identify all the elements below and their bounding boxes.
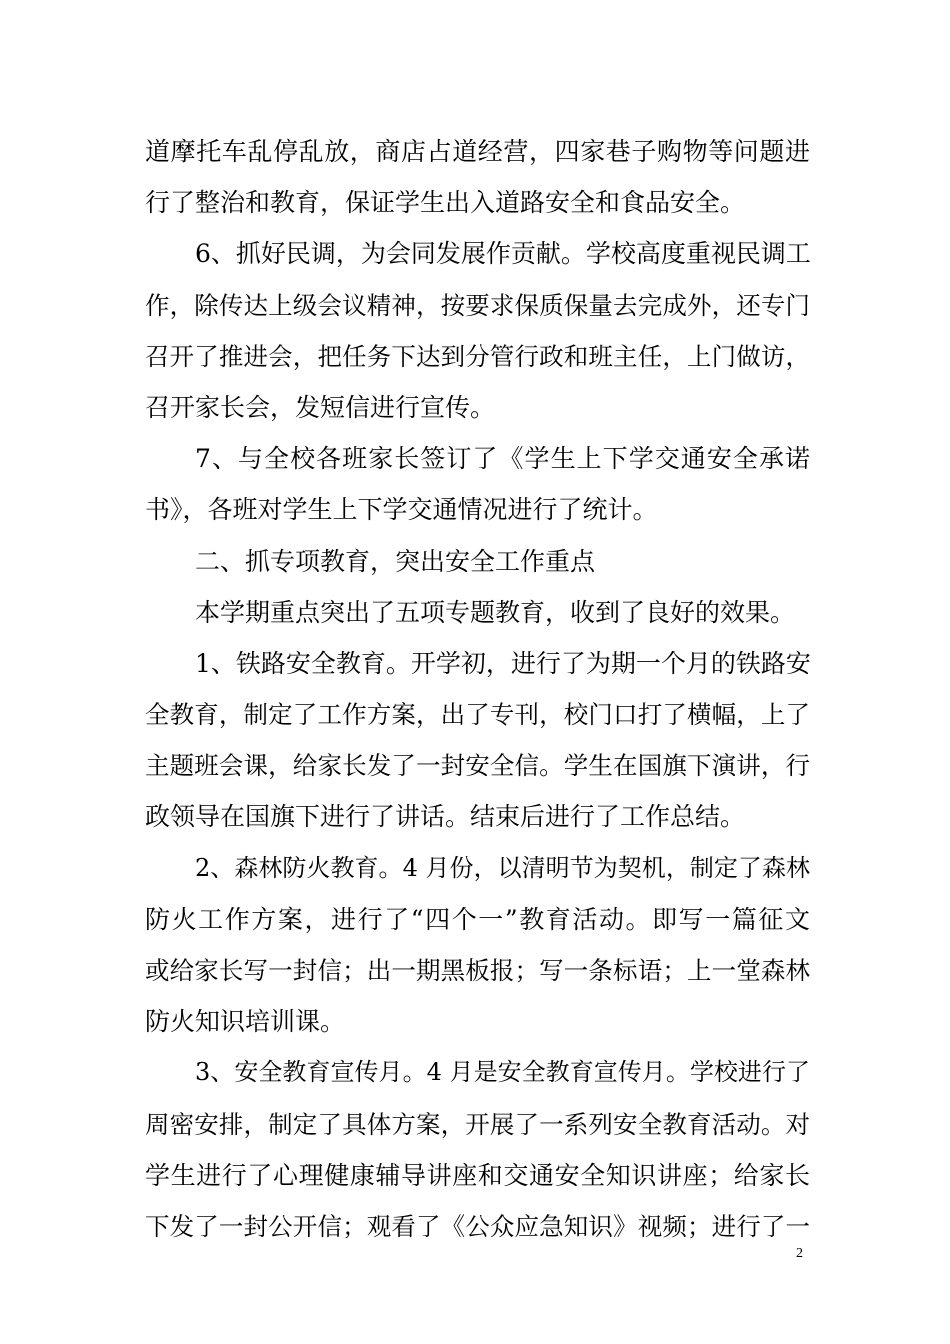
text-line: 学生进行了心理健康辅导讲座和交通安全知识讲座；给家长 [145,1160,810,1190]
text-line: 行了整治和教育，保证学生出入道路安全和食品安全。 [145,188,746,218]
text-line: 书》，各班对学生上下学交通情况进行了统计。 [145,495,658,525]
text-line: 2、森林防火教育。4 月份，以清明节为契机，制定了森林 [195,853,810,882]
text-line: 防火知识培训课。 [145,1007,346,1037]
text-line: 6、抓好民调，为会同发展作贡献。学校高度重视民调工 [195,239,811,269]
document-body [145,126,810,1252]
text-line: 本学期重点突出了五项专题教育，收到了良好的效果。 [195,597,796,627]
text-line: 周密安排，制定了具体方案，开展了一系列安全教育活动。对 [145,1109,810,1139]
text-line: 3、安全教育宣传月。4 月是安全教育宣传月。学校进行了 [195,1058,810,1087]
text-line: 召开家长会，发短信进行宣传。 [145,392,496,422]
text-line: 主题班会课，给家长发了一封安全信。学生在国旗下演讲，行 [145,751,810,781]
text-line: 作，除传达上级会议精神，按要求保质保量去完成外，还专门 [145,290,810,320]
page-number: 2 [796,1246,803,1261]
text-line: 二、抓专项教育，突出安全工作重点 [195,546,596,576]
text-line: 防火工作方案，进行了“四个一”教育活动。即写一篇征文 [145,904,810,934]
text-line: 召开了推进会，把任务下达到分管行政和班主任，上门做访， [145,341,810,371]
text-line: 7、与全校各班家长签订了《学生上下学交通安全承诺 [195,444,810,474]
text-line: 或给家长写一封信；出一期黑板报；写一条标语；上一堂森林 [145,956,810,985]
text-line: 1、铁路安全教育。开学初，进行了为期一个月的铁路安 [195,648,811,678]
text-line: 全教育，制定了工作方案，出了专刊，校门口打了横幅，上了 [145,700,810,730]
text-line: 下发了一封公开信；观看了《公众应急知识》视频；进行了一 [145,1211,810,1241]
text-line: 道摩托车乱停乱放，商店占道经营，四家巷子购物等问题进 [145,137,810,166]
text-line: 政领导在国旗下进行了讲话。结束后进行了工作总结。 [145,802,746,832]
